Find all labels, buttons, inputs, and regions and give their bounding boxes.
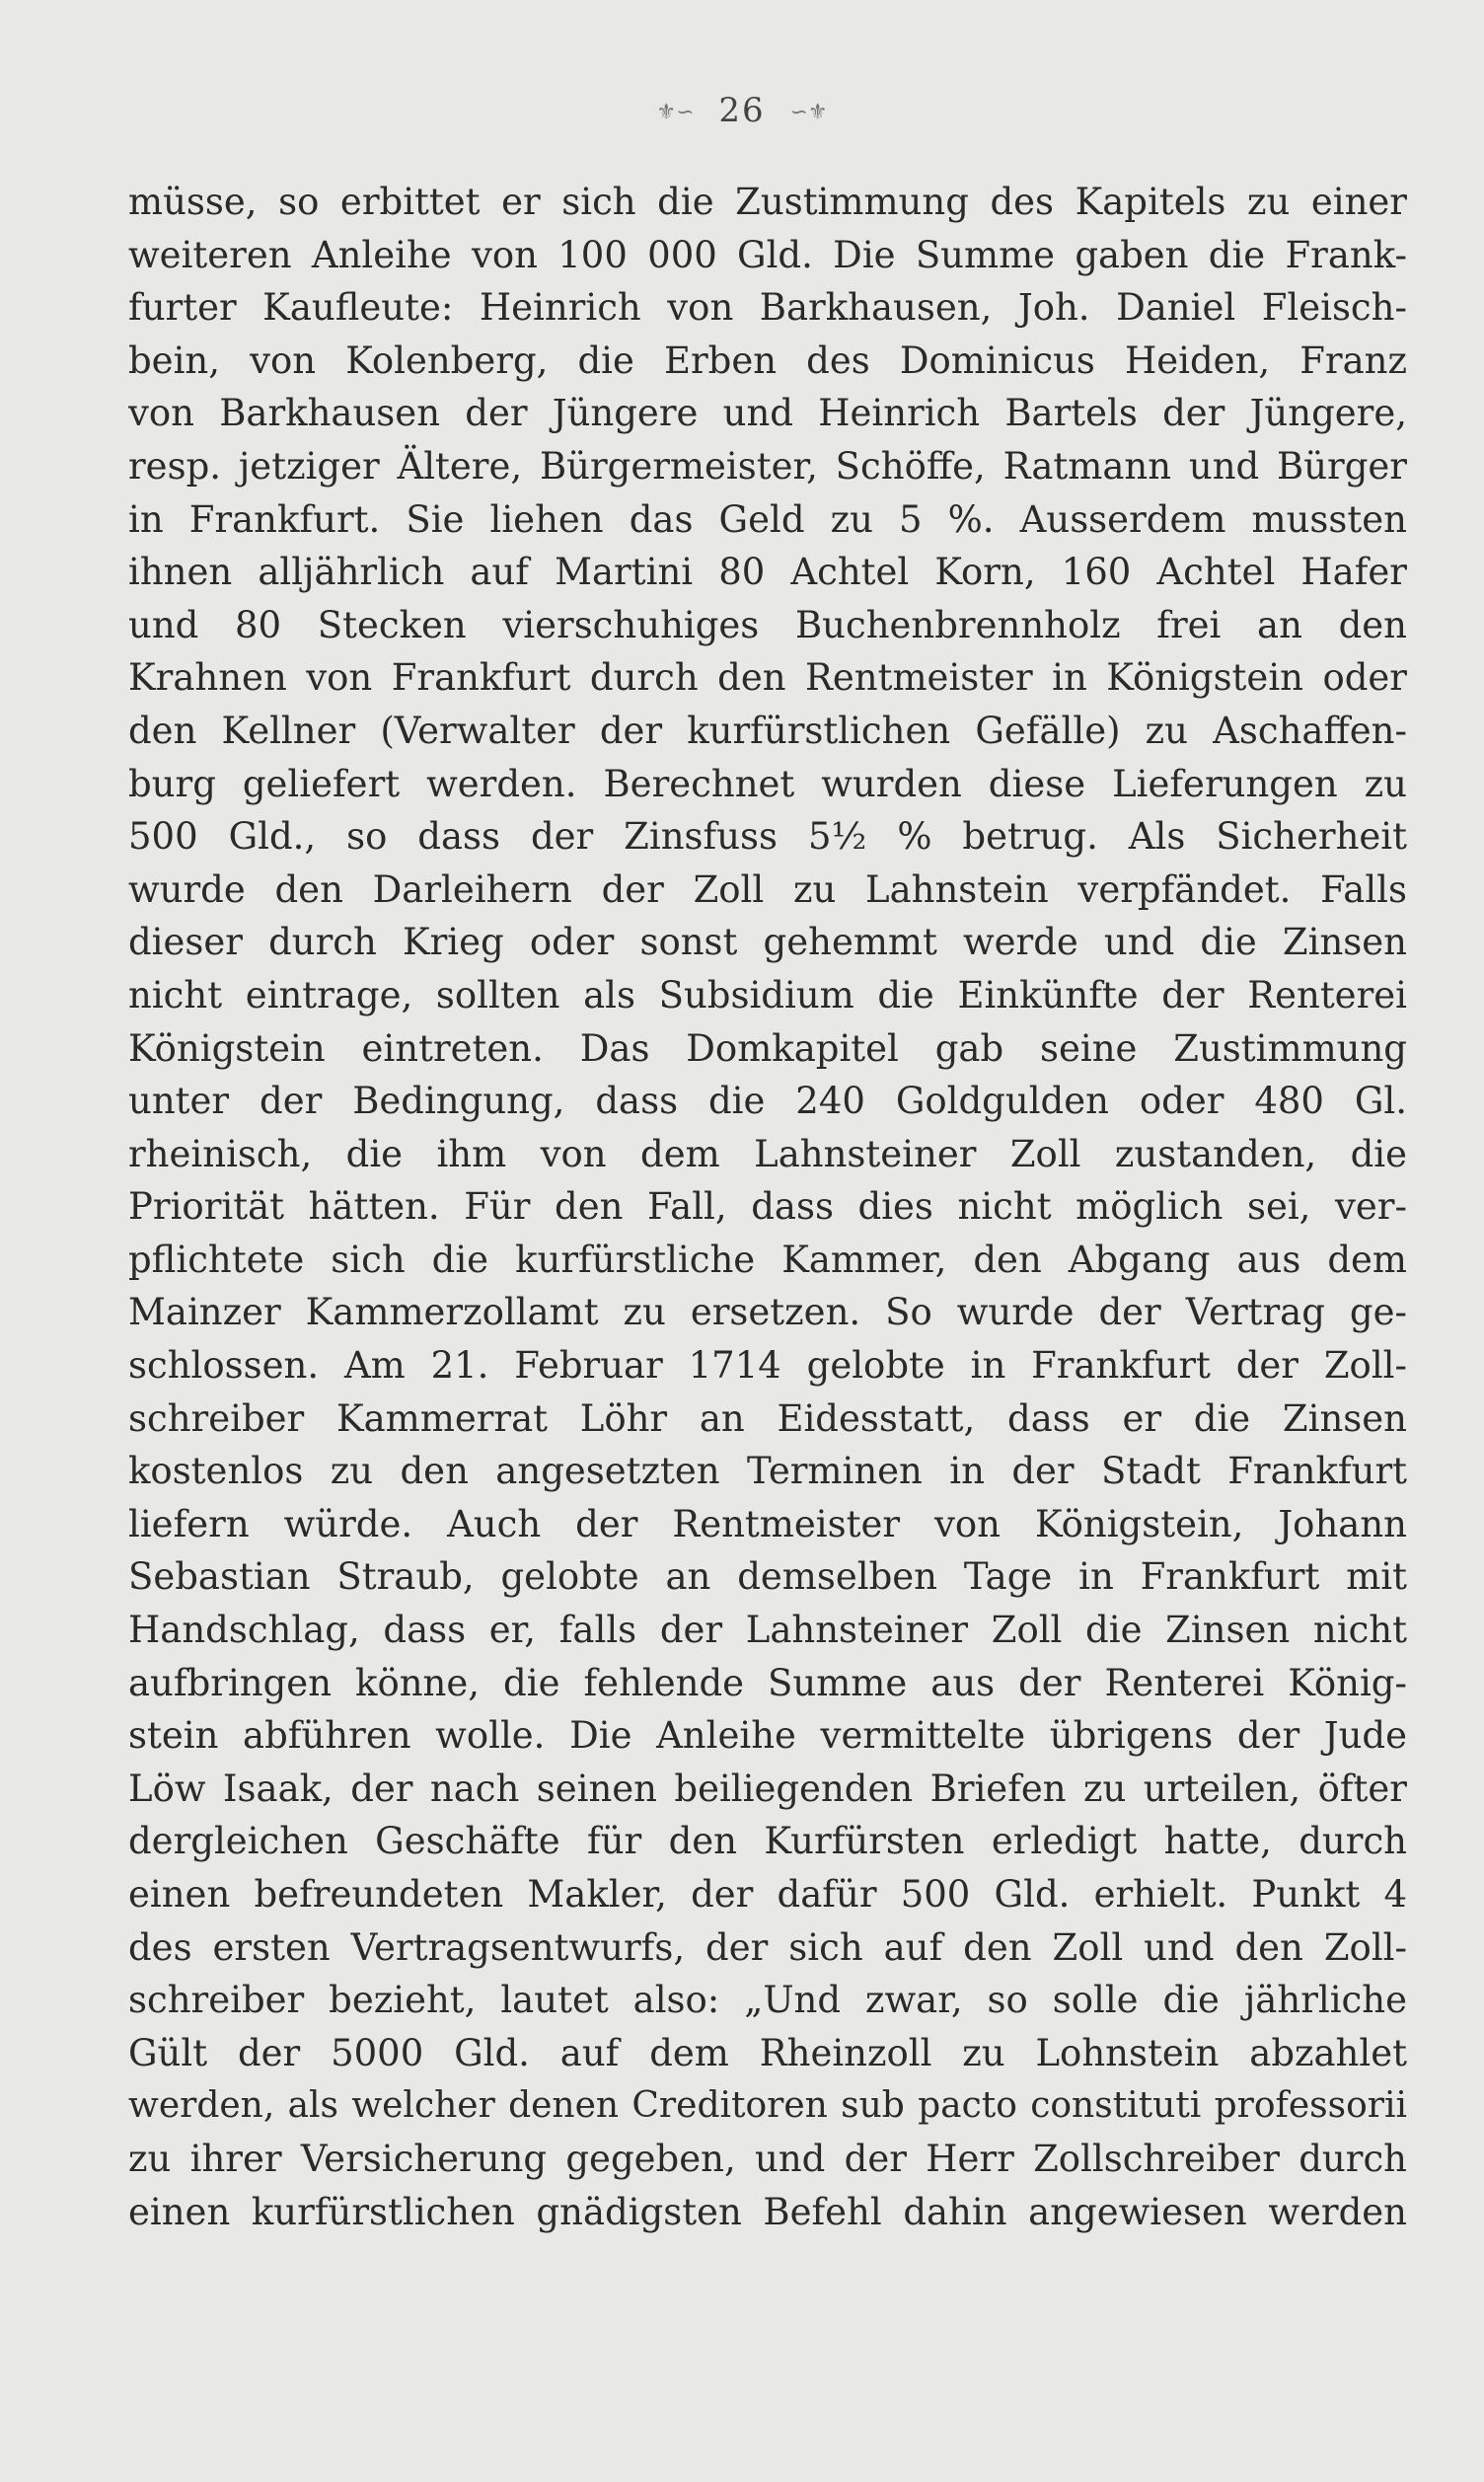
text-line: kostenlos zu den angesetzten Terminen in der Stadt Frankfurt [128, 1450, 1407, 1493]
text-line: Handschlag, dass er, falls der Lahnsteiner Zoll die Zinsen nicht [128, 1609, 1407, 1652]
text-line: in Frankfurt. Sie liehen das Geld zu 5 %. Ausserdem mussten [128, 497, 1407, 541]
text-line: stein abführen wolle. Die Anleihe vermittelte übrigens der Jude [128, 1714, 1407, 1758]
text-line: werden, als welcher denen Creditoren sub pacto constituti professorii [128, 2085, 1407, 2127]
page-header [0, 91, 1484, 130]
text-line: Krahnen von Frankfurt durch den Rentmeister in Königstein oder [128, 656, 1407, 700]
text-line: des ersten Vertragsentwurfs, der sich auf den Zoll und den Zoll- [128, 1925, 1407, 1969]
text-line: zu ihrer Versicherung gegeben, und der Herr Zollschreiber durch [128, 2137, 1407, 2180]
ornament-right-icon: ∽⚜ [789, 100, 828, 125]
text-line: Mainzer Kammerzollamt zu ersetzen. So wurde der Vertrag ge- [128, 1291, 1407, 1334]
text-line: pflichtete sich die kurfürstliche Kammer, den Abgang aus dem [128, 1238, 1407, 1281]
ornament-left-icon: ⚜∽ [656, 100, 695, 125]
text-line: burg geliefert werden. Berechnet wurden diese Lieferungen zu [128, 762, 1407, 805]
text-line: müsse, so erbittet er sich die Zustimmung des Kapitels zu einer [128, 181, 1407, 223]
text-line: Königstein eintreten. Das Domkapitel gab seine Zustimmung [128, 1026, 1407, 1070]
text-line: Gült der 5000 Gld. auf dem Rheinzoll zu Lohnstein abzahlet [128, 2031, 1407, 2074]
text-line: 500 Gld., so dass der Zinsfuss 5½ % betrug. Als Sicherheit [128, 815, 1407, 859]
text-line: den Kellner (Verwalter der kurfürstlichen Gefälle) zu Aschaffen- [128, 709, 1407, 752]
text-line: furter Kaufleute: Heinrich von Barkhausen, Joh. Daniel Fleisch- [128, 286, 1407, 330]
text-line: liefern würde. Auch der Rentmeister von Königstein, Johann [128, 1502, 1407, 1545]
body-text [128, 176, 1407, 2238]
text-line: schlossen. Am 21. Februar 1714 gelobte in Frankfurt der Zoll- [128, 1344, 1407, 1388]
text-line: weiteren Anleihe von 100 000 Gld. Die Summe gaben die Frank- [128, 233, 1407, 276]
text-line: Löw Isaak, der nach seinen beiliegenden Briefen zu urteilen, öfter [128, 1767, 1407, 1810]
text-line: einen befreundeten Makler, der dafür 500 Gld. erhielt. Punkt 4 [128, 1873, 1407, 1916]
text-line: schreiber Kammerrat Löhr an Eidesstatt, dass er die Zinsen [128, 1396, 1407, 1440]
text-line: schreiber bezieht, lautet also: „Und zwar, so solle die jährliche [128, 1979, 1407, 2022]
text-line: unter der Bedingung, dass die 240 Goldgulden oder 480 Gl. [128, 1080, 1407, 1123]
text-line: bein, von Kolenberg, die Erben des Dominicus Heiden, Franz [128, 338, 1407, 382]
text-line: nicht eintrage, sollten als Subsidium die Einkünfte der Renterei [128, 973, 1407, 1016]
text-line: von Barkhausen der Jüngere und Heinrich Bartels der Jüngere, [128, 392, 1407, 435]
text-line: rheinisch, die ihm von dem Lahnsteiner Zoll zustanden, die [128, 1132, 1407, 1175]
text-line: Priorität hätten. Für den Fall, dass dies nicht möglich sei, ver- [128, 1185, 1407, 1229]
text-line: resp. jetziger Ältere, Bürgermeister, Schöffe, Ratmann und Bürger [128, 444, 1407, 488]
page-number: 26 [718, 91, 766, 130]
text-line: Sebastian Straub, gelobte an demselben Tage in Frankfurt mit [128, 1555, 1407, 1599]
text-line: und 80 Stecken vierschuhiges Buchenbrennholz frei an den [128, 603, 1407, 646]
text-line: dieser durch Krieg oder sonst gehemmt werde und die Zinsen [128, 921, 1407, 964]
text-line: aufbringen könne, die fehlende Summe aus der Renterei König- [128, 1661, 1407, 1704]
text-line: dergleichen Geschäfte für den Kurfürsten erledigt hatte, durch [128, 1820, 1407, 1863]
text-line: ihnen alljährlich auf Martini 80 Achtel Korn, 160 Achtel Hafer [128, 551, 1407, 594]
text-line: wurde den Darleihern der Zoll zu Lahnstein verpfändet. Falls [128, 867, 1407, 911]
text-line: einen kurfürstlichen gnädigsten Befehl dahin angewiesen werden [128, 2190, 1407, 2233]
